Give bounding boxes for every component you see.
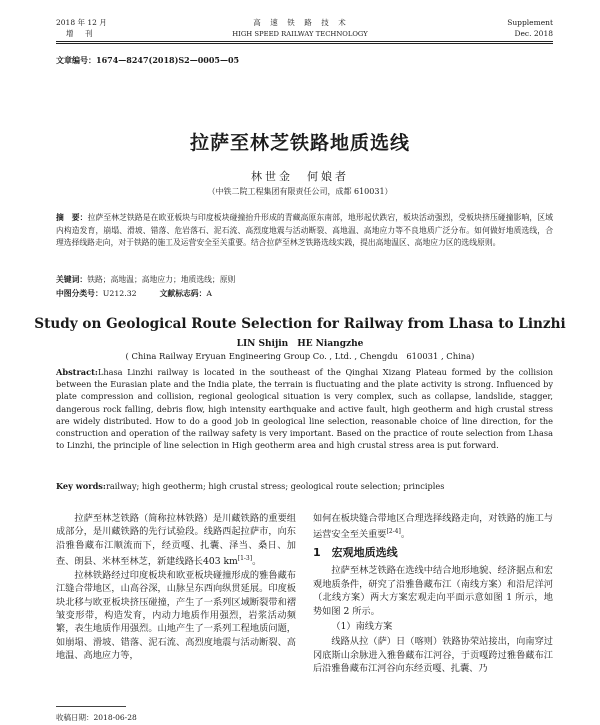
clc-label: 中图分类号： <box>56 289 103 298</box>
article-number: 文章编号：1674—8247(2018)S2—0005—05 <box>56 55 240 65</box>
journal-name-en: HIGH SPEED RAILWAY TECHNOLOGY <box>232 30 368 38</box>
keywords-en-label: Key words: <box>56 481 106 491</box>
keywords-cn-label: 关键词： <box>56 275 88 284</box>
title-cn: 拉萨至林芝铁路地质选线 <box>189 132 410 154</box>
body-text-end: 。 <box>252 556 262 568</box>
citation: [1-3] <box>237 555 253 563</box>
received-date: 收稿日期：2018-06-28 <box>56 713 137 722</box>
authors-en: LIN Shijin HE Niangzhe <box>236 339 364 349</box>
header-rule-thin <box>56 43 553 44</box>
abstract-cn <box>56 212 553 250</box>
abstract-en-text: Lhasa Linzhi railway is located in the southeast of the Qinghai Xizang Plateau formed by the collision between the Eurasian plate and the India plate, the terrain is fluctuating and the plate activity is strong. Influenced by plate compression and collision, regional geological situation is very complex, such as collapse, landslide, stagger, dangerous rock falling, debris flow, high intensity earthquake and active fault, high geotherm and high crustal stress are widely distributed. How to do a good job in geological line selection, reasonable choice of line direction, for the construction and operation of the railway safety is very important. Based on the practice of route selection from Lhasa to Linzhi, the principle of line selection in High geotherm area and high crustal stress area is put forward. <box>56 367 553 451</box>
header-issue: 增 刊 <box>66 29 95 38</box>
body-text-end: 。 <box>400 529 411 541</box>
body-paragraph: 线路从拉（萨）日（喀则）铁路协荣站接出，向南穿过冈底斯山余脉进入雅鲁藏布江河谷，于贡嘎跨过雅鲁藏布江后沿雅鲁藏布江河谷向东经贡嘎、扎囊、乃 <box>313 636 553 675</box>
keywords-en-text: railway; high geotherm; high crustal stress; geological route selection; principles <box>105 481 445 491</box>
header-supplement: Supplement <box>507 18 553 27</box>
footnote-rule <box>56 706 126 707</box>
body-paragraph <box>56 512 296 569</box>
body-right-column <box>313 512 553 676</box>
clc-value: U212.32 <box>102 289 137 298</box>
abstract-en <box>56 366 553 451</box>
header-rule <box>56 41 553 42</box>
abstract-cn-label: 摘 要： <box>56 213 88 222</box>
body-paragraph: 拉萨至林芝铁路在选线中结合地形地貌、经济据点和宏观地质条件，研究了沿雅鲁藏布江（南线方案）和沿尼洋河（北线方案）两大方案宏观走向平面示意如图 1 所示，地势如图 2 所示。 <box>313 565 553 617</box>
body-paragraph-continued <box>313 512 553 542</box>
header-date: 2018 年 12 月 <box>56 18 107 27</box>
keywords-en <box>56 480 553 492</box>
abstract-en-label: Abstract: <box>56 367 98 377</box>
title-en: Study on Geological Route Selection for Railway from Lhasa to Linzhi <box>34 316 566 332</box>
affiliation-cn: （中铁二院工程集团有限责任公司，成都 610031） <box>207 187 393 196</box>
body-text: 如何在板块缝合带地区合理选择线路走向，对铁路的施工与运营安全至关重要 <box>313 513 553 541</box>
keywords-cn <box>56 274 553 286</box>
body-text: 拉萨至林芝铁路（简称拉林铁路）是川藏铁路的重要组成部分，是川藏铁路的先行试验段。线路西起拉萨市，向东沿雅鲁藏布江顺流而下，经贡嘎、扎囊、泽当、桑日、加查、朗县、米林至林芝，新建线路长403 km <box>56 513 296 568</box>
authors-cn: 林世金 何娘者 <box>251 170 349 183</box>
section-heading: 1 宏观地质选线 <box>313 545 398 559</box>
header-issue-date: Dec. 2018 <box>514 29 553 38</box>
body-paragraph: 拉林铁路经过印度板块和欧亚板块碰撞形成的雅鲁藏布江缝合带地区，山高谷深，山脉呈东西向纵贯延展。印度板块北移与欧亚板块挤压碰撞，产生了一系列区域断裂带和褶皱变形带，构造发育，内动力地质作用强烈，岩浆活动频繁，表生地质作用强烈。山地产生了一系列工程地质问题，如崩塌、滑坡、错落、泥石流、高烈度地震与活动断裂、高地温、高地应力等， <box>56 569 296 662</box>
subsection-heading: （1）南线方案 <box>331 620 393 632</box>
classification-cn <box>56 288 553 300</box>
doc-code-value: A <box>206 289 213 298</box>
affiliation-en: ( China Railway Eryuan Engineering Group Co. , Ltd. , Chengdu 610031 , China) <box>125 351 475 361</box>
body-left-column <box>56 512 296 663</box>
journal-name-cn: 高 速 铁 路 技 术 <box>253 18 347 27</box>
abstract-cn-text: 拉萨至林芝铁路是在欧亚板块与印度板块碰撞抬升形成的青藏高原东南部，地形起伏跌宕，板块活动强烈，受板块挤压碰撞影响，区域内构造发育，崩塌、滑坡、错落、危岩落石、泥石流、高烈度地震与活动断裂、高地温、高地应力等不良地质广泛分布。如何做好地质选线，合理选择线路走向，对于铁路的施工及运营安全至关重要。结合拉萨至林芝铁路选线实践，提出高地温区、高地应力区的选线原则。 <box>56 213 553 248</box>
citation: [2-4] <box>386 528 401 536</box>
keywords-cn-text: 铁路；高地温；高地应力；地质选线；原则 <box>87 275 236 284</box>
doc-code-label: 文献标志码： <box>159 289 207 298</box>
